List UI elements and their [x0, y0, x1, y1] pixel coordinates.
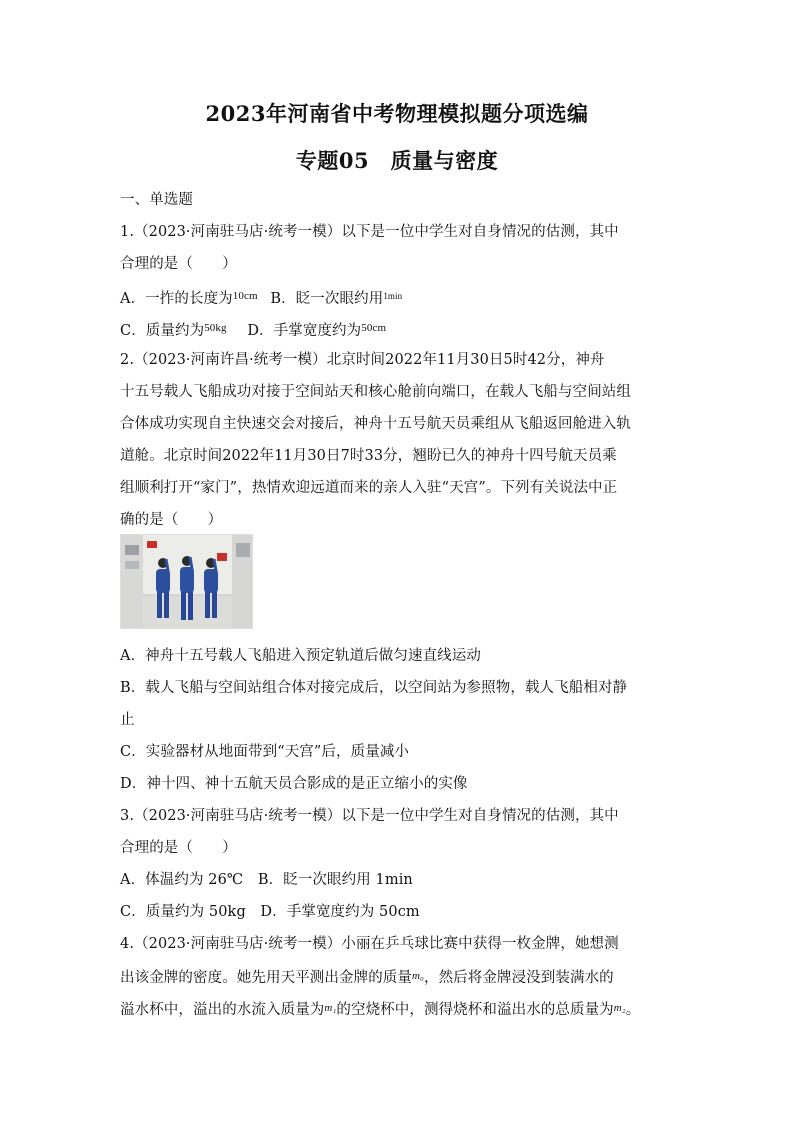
q3-options-ab: A．体温约为 26℃ B．眨一次眼约用 1min	[120, 872, 413, 888]
q1-option-c-text: C．质量约为	[120, 323, 205, 339]
q1-stem-line-1: 1.（2023·河南驻马店·统考一模）以下是一位中学生对自身情况的估测，其中	[120, 224, 619, 240]
q2-stem-line-4: 道舱。北京时间2022年11月30日7时33分，翘盼已久的神舟十四号航天员乘	[120, 448, 617, 464]
q1-option-a-text: A．一拃的长度为	[120, 291, 233, 307]
q4-line-3-text-c: 。	[625, 1002, 641, 1018]
q4-line-3-text-b: 的空烧杯中，测得烧杯和溢出水的总质量为	[336, 1002, 614, 1018]
q4-stem-line-2	[120, 966, 680, 988]
q2-option-c: C．实验器材从地面带到“天宫”后，质量减小	[120, 744, 410, 760]
q1-options-cd	[120, 318, 680, 341]
q3-stem-line-1: 3.（2023·河南驻马店·统考一模）以下是一位中学生对自身情况的估测，其中	[120, 808, 619, 824]
document-subtitle: 专题05 质量与密度	[295, 148, 499, 173]
q2-stem-line-2: 十五号载人飞船成功对接于空间站天和核心舱前向端口，在载人飞船与空间站组	[120, 384, 631, 400]
q2-stem-line-6: 确的是（ ）	[120, 512, 223, 528]
q1-option-b-value: 1min	[383, 291, 403, 301]
q1-stem-line-2: 合理的是（ ）	[120, 256, 237, 272]
q4-stem-line-1: 4.（2023·河南驻马店·统考一模）小丽在乒乓球比赛中获得一枚金牌，她想测	[120, 936, 619, 952]
q4-stem-line-3	[120, 998, 680, 1020]
astronaut-photo-illustration	[121, 535, 253, 629]
q2-option-b-line-2: 止	[120, 712, 135, 728]
q1-options-ab	[120, 286, 680, 309]
q2-stem-line-5: 组顺利打开“家门”，热情欢迎远道而来的亲人入驻“天宫”。下列有关说法中正	[120, 480, 618, 496]
q1-option-a-value: 10cm	[232, 290, 258, 302]
q4-symbol-m1: m₁	[324, 1002, 337, 1014]
q4-symbol-m2: m₂	[613, 1002, 626, 1014]
q4-symbol-m0: m₀	[412, 970, 424, 982]
q4-line-3-text-a: 溢水杯中，溢出的水流入质量为	[120, 1002, 325, 1018]
q3-options-cd: C．质量约为 50kg D．手掌宽度约为 50cm	[120, 904, 420, 920]
q2-stem-line-3: 合体成功实现自主快速交会对接后，神舟十五号航天员乘组从飞船返回舱进入轨	[120, 416, 631, 432]
q2-stem-line-1: 2.（2023·河南许昌·统考一模）北京时间2022年11月30日5时42分，神舟	[120, 352, 605, 368]
q1-option-c-value: 50kg	[204, 322, 227, 334]
q2-option-b-line-1: B．载人飞船与空间站组合体对接完成后，以空间站为参照物，载人飞船相对静	[120, 680, 628, 696]
astronaut-photo	[120, 534, 253, 629]
q2-option-a: A．神舟十五号载人飞船进入预定轨道后做匀速直线运动	[120, 648, 481, 664]
q1-option-b-text: B．眨一次眼约用	[270, 291, 384, 307]
q4-line-2-text-a: 出该金牌的密度。她先用天平测出金牌的质量	[120, 970, 412, 986]
q2-option-d: D．神十四、神十五航天员合影成的是正立缩小的实像	[120, 776, 468, 792]
section-heading: 一、单选题	[120, 192, 193, 208]
document-title: 2023年河南省中考物理模拟题分项选编	[205, 101, 589, 126]
q1-option-d-text: D．手掌宽度约为	[247, 323, 362, 339]
q4-line-2-text-b: ，然后将金牌浸没到装满水的	[423, 970, 614, 986]
q3-stem-line-2: 合理的是（ ）	[120, 840, 237, 856]
q1-option-d-value: 50cm	[361, 322, 387, 334]
